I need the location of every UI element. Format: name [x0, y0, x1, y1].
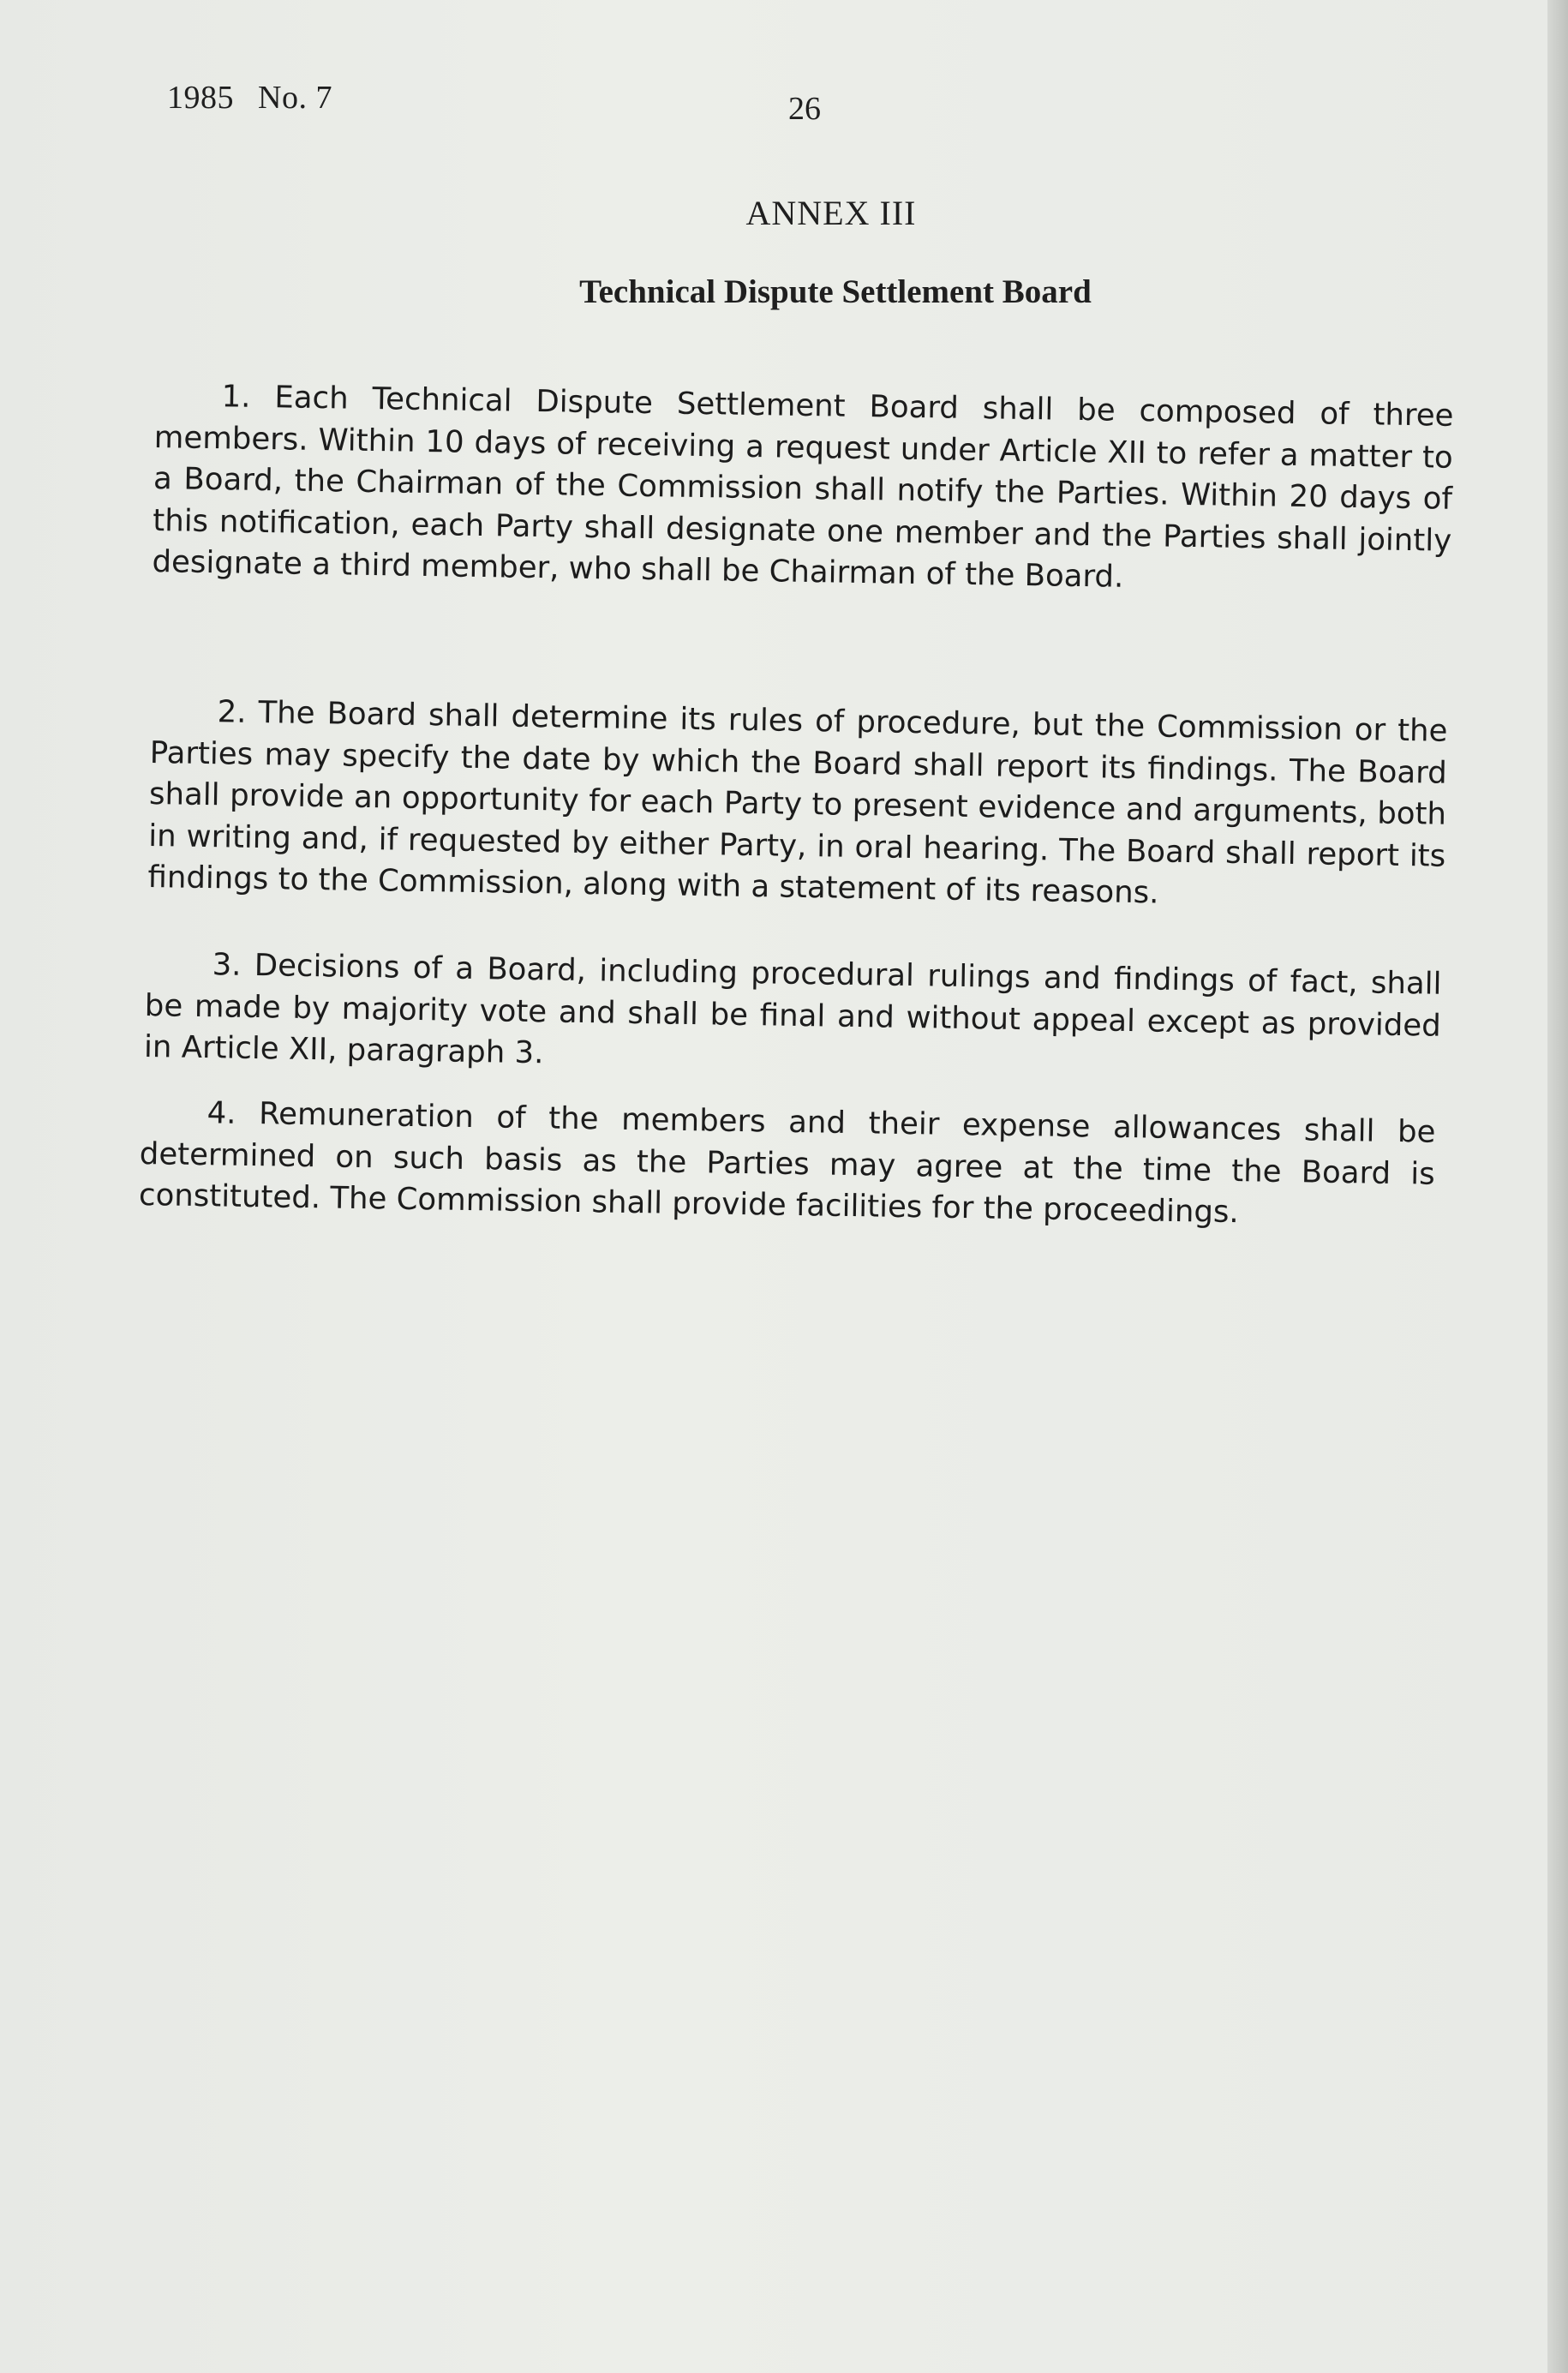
paragraph-4: 4. Remuneration of the members and their expense allowances shall be determined on such basis as the Parties may agree at the time the Board is constituted. The Commission shall provide facilities for the proceedings. [138, 1094, 1436, 1230]
page-edge-shadow [1547, 0, 1568, 2373]
paragraph-2: 2. The Board shall determine its rules of procedure, but the Commission or the Parties may specify the date by which the Board shall report its findings. The Board shall provide an opportunity for each Party to present evidence and arguments, both in writing and, if requested by either Party, in oral hearing. The Board shall report its findings to the Commission, along with a statement of its reasons. [147, 693, 1448, 911]
header-number: No. 7 [258, 80, 332, 116]
paragraph-3: 3. Decisions of a Board, including procedural rulings and findings of fact, shall be made by majority vote and shall be final and without appeal except as provided in Article XII, paragraph 3. [143, 946, 1442, 1070]
annex-title: ANNEX III [745, 194, 917, 232]
section-title: Technical Dispute Settlement Board [579, 273, 1092, 310]
running-header [167, 79, 332, 117]
page-number: 26 [788, 91, 821, 127]
header-year: 1985 [167, 80, 234, 116]
paragraph-1: 1. Each Technical Dispute Settlement Board shall be composed of three members. Within 10 days of receiving a request under Article XII to refer a matter to a Board, the Chairman of the Commission shall notify the Parties. Within 20 days of this notification, each Party shall designate one member and the Parties shall jointly designate a third member, who shall be Chairman of the Board. [152, 378, 1454, 595]
